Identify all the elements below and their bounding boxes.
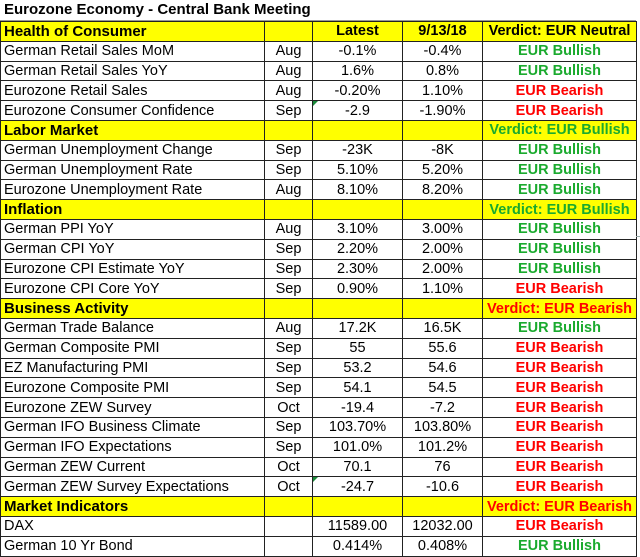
table-row bbox=[1, 477, 637, 497]
indicator-name: DAX bbox=[1, 516, 265, 536]
section-blank bbox=[265, 299, 313, 319]
table-row bbox=[1, 318, 637, 338]
latest-value: 5.10% bbox=[313, 160, 403, 180]
indicator-name: German ZEW Survey Expectations bbox=[1, 477, 265, 497]
table-row bbox=[1, 437, 637, 457]
indicator-name: German Unemployment Rate bbox=[1, 160, 265, 180]
indicator-name: Eurozone ZEW Survey bbox=[1, 398, 265, 418]
table-row bbox=[1, 239, 637, 259]
section-label: Business Activity bbox=[1, 299, 265, 319]
previous-value: 8.20% bbox=[403, 180, 483, 200]
section-label: Market Indicators bbox=[1, 497, 265, 517]
previous-value: 12032.00 bbox=[403, 516, 483, 536]
indicator-name: German 10 Yr Bond bbox=[1, 536, 265, 556]
latest-value: 1.6% bbox=[313, 61, 403, 81]
indicator-period: Sep bbox=[265, 437, 313, 457]
indicator-table bbox=[0, 21, 637, 557]
indicator-verdict: EUR Bullish bbox=[483, 239, 637, 259]
table-row bbox=[1, 536, 637, 556]
table-row bbox=[1, 378, 637, 398]
latest-value: 0.414% bbox=[313, 536, 403, 556]
section-blank bbox=[403, 299, 483, 319]
sheet-title: Eurozone Economy - Central Bank Meeting bbox=[0, 0, 636, 21]
table-row bbox=[1, 358, 637, 378]
section-label: Labor Market bbox=[1, 120, 265, 140]
table-row bbox=[1, 279, 637, 299]
previous-header: 9/13/18 bbox=[403, 22, 483, 42]
indicator-period: Aug bbox=[265, 61, 313, 81]
section-row-business bbox=[1, 299, 637, 319]
latest-value: 11589.00 bbox=[313, 516, 403, 536]
indicator-period: Sep bbox=[265, 358, 313, 378]
indicator-name: German PPI YoY bbox=[1, 219, 265, 239]
indicator-name: German ZEW Current bbox=[1, 457, 265, 477]
section-label: Health of Consumer bbox=[1, 22, 265, 42]
section-blank bbox=[403, 120, 483, 140]
previous-value: 1.10% bbox=[403, 279, 483, 299]
indicator-verdict: EUR Bullish bbox=[483, 318, 637, 338]
section-verdict: Verdict: EUR Bullish bbox=[483, 200, 637, 220]
previous-value: -7.2 bbox=[403, 398, 483, 418]
section-blank bbox=[313, 299, 403, 319]
previous-value: 3.00% bbox=[403, 219, 483, 239]
previous-value: 1.10% bbox=[403, 81, 483, 101]
section-blank bbox=[265, 120, 313, 140]
indicator-period: Oct bbox=[265, 477, 313, 497]
table-row bbox=[1, 160, 637, 180]
latest-value: 53.2 bbox=[313, 358, 403, 378]
indicator-verdict: EUR Bullish bbox=[483, 219, 637, 239]
section-row-inflation bbox=[1, 200, 637, 220]
latest-value: -0.1% bbox=[313, 41, 403, 61]
indicator-name: Eurozone CPI Estimate YoY bbox=[1, 259, 265, 279]
indicator-period bbox=[265, 536, 313, 556]
table-row bbox=[1, 516, 637, 536]
header-row bbox=[1, 22, 637, 42]
indicator-verdict: EUR Bearish bbox=[483, 417, 637, 437]
indicator-verdict: EUR Bullish bbox=[483, 140, 637, 160]
indicator-name: German Retail Sales YoY bbox=[1, 61, 265, 81]
latest-value: 103.70% bbox=[313, 417, 403, 437]
indicator-period: Oct bbox=[265, 398, 313, 418]
table-row bbox=[1, 457, 637, 477]
previous-value: 0.8% bbox=[403, 61, 483, 81]
latest-value: -2.9 bbox=[313, 101, 403, 121]
indicator-period: Sep bbox=[265, 378, 313, 398]
latest-value: -0.20% bbox=[313, 81, 403, 101]
section-verdict: Verdict: EUR Bullish bbox=[483, 120, 637, 140]
indicator-name: Eurozone Unemployment Rate bbox=[1, 180, 265, 200]
indicator-verdict: EUR Bullish bbox=[483, 41, 637, 61]
section-blank bbox=[265, 497, 313, 517]
section-blank bbox=[265, 200, 313, 220]
section-blank bbox=[313, 120, 403, 140]
latest-value: 54.1 bbox=[313, 378, 403, 398]
indicator-verdict: EUR Bullish bbox=[483, 180, 637, 200]
indicator-verdict: EUR Bearish bbox=[483, 398, 637, 418]
indicator-name: Eurozone Consumer Confidence bbox=[1, 101, 265, 121]
latest-value: 101.0% bbox=[313, 437, 403, 457]
indicator-name: German Retail Sales MoM bbox=[1, 41, 265, 61]
indicator-name: Eurozone Composite PMI bbox=[1, 378, 265, 398]
latest-value: 3.10% bbox=[313, 219, 403, 239]
indicator-period: Sep bbox=[265, 417, 313, 437]
table-row bbox=[1, 101, 637, 121]
table-row bbox=[1, 140, 637, 160]
latest-value: 70.1 bbox=[313, 457, 403, 477]
latest-value: 2.20% bbox=[313, 239, 403, 259]
indicator-verdict: EUR Bearish bbox=[483, 516, 637, 536]
indicator-period: Sep bbox=[265, 259, 313, 279]
section-verdict: Verdict: EUR Bearish bbox=[483, 299, 637, 319]
indicator-period: Aug bbox=[265, 318, 313, 338]
previous-value: 54.5 bbox=[403, 378, 483, 398]
indicator-name: Eurozone Retail Sales bbox=[1, 81, 265, 101]
table-row bbox=[1, 219, 637, 239]
previous-value: 103.80% bbox=[403, 417, 483, 437]
table-row bbox=[1, 41, 637, 61]
previous-value: -1.90% bbox=[403, 101, 483, 121]
previous-value: 2.00% bbox=[403, 259, 483, 279]
indicator-name: German Unemployment Change bbox=[1, 140, 265, 160]
indicator-period: Sep bbox=[265, 101, 313, 121]
latest-value: 2.30% bbox=[313, 259, 403, 279]
previous-value: 54.6 bbox=[403, 358, 483, 378]
latest-value: 55 bbox=[313, 338, 403, 358]
section-verdict: Verdict: EUR Neutral bbox=[483, 22, 637, 42]
indicator-period: Oct bbox=[265, 457, 313, 477]
previous-value: 5.20% bbox=[403, 160, 483, 180]
indicator-period: Sep bbox=[265, 160, 313, 180]
latest-value: 0.90% bbox=[313, 279, 403, 299]
indicator-period: Sep bbox=[265, 239, 313, 259]
latest-value: 8.10% bbox=[313, 180, 403, 200]
period-header bbox=[265, 22, 313, 42]
page-break-marker bbox=[636, 236, 640, 237]
latest-value: -19.4 bbox=[313, 398, 403, 418]
indicator-name: German IFO Expectations bbox=[1, 437, 265, 457]
indicator-period: Aug bbox=[265, 41, 313, 61]
table-row bbox=[1, 398, 637, 418]
indicator-period: Aug bbox=[265, 81, 313, 101]
table-row bbox=[1, 81, 637, 101]
indicator-verdict: EUR Bearish bbox=[483, 279, 637, 299]
table-row bbox=[1, 417, 637, 437]
previous-value: 101.2% bbox=[403, 437, 483, 457]
previous-value: -8K bbox=[403, 140, 483, 160]
latest-value: -23K bbox=[313, 140, 403, 160]
indicator-name: Eurozone CPI Core YoY bbox=[1, 279, 265, 299]
indicator-verdict: EUR Bearish bbox=[483, 81, 637, 101]
section-blank bbox=[403, 200, 483, 220]
indicator-verdict: EUR Bullish bbox=[483, 160, 637, 180]
indicator-name: German Composite PMI bbox=[1, 338, 265, 358]
latest-value: 17.2K bbox=[313, 318, 403, 338]
section-blank bbox=[403, 497, 483, 517]
latest-value: -24.7 bbox=[313, 477, 403, 497]
indicator-verdict: EUR Bullish bbox=[483, 259, 637, 279]
previous-value: 0.408% bbox=[403, 536, 483, 556]
table-row bbox=[1, 61, 637, 81]
previous-value: -10.6 bbox=[403, 477, 483, 497]
indicator-name: EZ Manufacturing PMI bbox=[1, 358, 265, 378]
indicator-period: Sep bbox=[265, 338, 313, 358]
section-blank bbox=[313, 497, 403, 517]
indicator-name: German IFO Business Climate bbox=[1, 417, 265, 437]
indicator-verdict: EUR Bearish bbox=[483, 358, 637, 378]
indicator-period: Sep bbox=[265, 140, 313, 160]
indicator-verdict: EUR Bullish bbox=[483, 536, 637, 556]
previous-value: 76 bbox=[403, 457, 483, 477]
section-label: Inflation bbox=[1, 200, 265, 220]
indicator-period bbox=[265, 516, 313, 536]
previous-value: 55.6 bbox=[403, 338, 483, 358]
section-row-labor bbox=[1, 120, 637, 140]
indicator-period: Aug bbox=[265, 219, 313, 239]
indicator-verdict: EUR Bearish bbox=[483, 437, 637, 457]
indicator-name: German Trade Balance bbox=[1, 318, 265, 338]
indicator-period: Sep bbox=[265, 279, 313, 299]
indicator-verdict: EUR Bearish bbox=[483, 101, 637, 121]
indicator-name: German CPI YoY bbox=[1, 239, 265, 259]
latest-header: Latest bbox=[313, 22, 403, 42]
indicator-verdict: EUR Bearish bbox=[483, 338, 637, 358]
indicator-verdict: EUR Bullish bbox=[483, 61, 637, 81]
table-row bbox=[1, 259, 637, 279]
table-row bbox=[1, 180, 637, 200]
indicator-verdict: EUR Bearish bbox=[483, 457, 637, 477]
section-verdict: Verdict: EUR Bearish bbox=[483, 497, 637, 517]
table-row bbox=[1, 338, 637, 358]
indicator-verdict: EUR Bearish bbox=[483, 378, 637, 398]
previous-value: 2.00% bbox=[403, 239, 483, 259]
section-blank bbox=[313, 200, 403, 220]
previous-value: -0.4% bbox=[403, 41, 483, 61]
indicator-period: Aug bbox=[265, 180, 313, 200]
section-row-market bbox=[1, 497, 637, 517]
indicator-verdict: EUR Bearish bbox=[483, 477, 637, 497]
previous-value: 16.5K bbox=[403, 318, 483, 338]
